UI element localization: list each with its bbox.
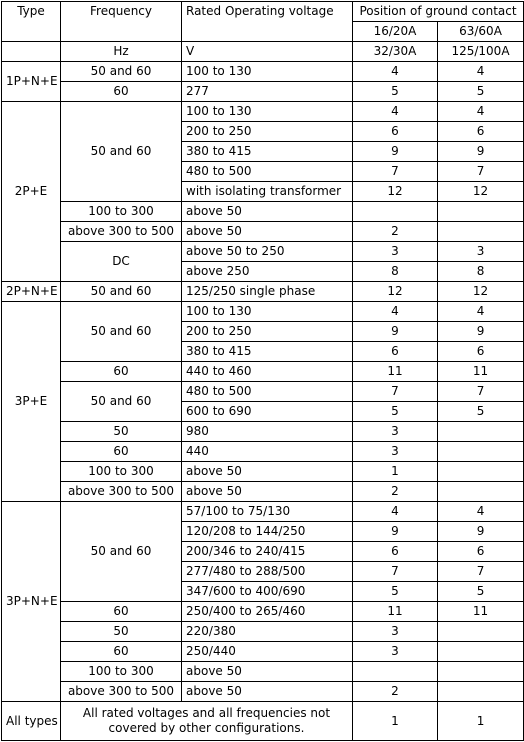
position-col2-cell (438, 482, 524, 502)
voltage-cell: 380 to 415 (182, 142, 353, 162)
header-frequency: Frequency (61, 2, 182, 42)
frequency-cell: 50 and 60 (61, 302, 182, 362)
voltage-cell: 200 to 250 (182, 122, 353, 142)
table-row (2, 422, 524, 442)
frequency-cell: 100 to 300 (61, 462, 182, 482)
frequency-cell: 100 to 300 (61, 662, 182, 682)
position-col2-cell (438, 622, 524, 642)
voltage-cell: 250/440 (182, 642, 353, 662)
position-col1-cell: 12 (353, 282, 438, 302)
frequency-cell: DC (61, 242, 182, 282)
position-col1-cell: 5 (353, 582, 438, 602)
group-type-cell: All types (2, 702, 61, 741)
position-col1-cell: 4 (353, 502, 438, 522)
frequency-cell: 50 and 60 (61, 382, 182, 422)
position-col1-cell: 9 (353, 522, 438, 542)
group-type-cell: 1P+N+E (2, 62, 61, 102)
units-voltage: V (182, 42, 353, 62)
table-row (2, 622, 524, 642)
frequency-cell: 50 and 60 (61, 502, 182, 602)
position-col2-cell: 5 (438, 582, 524, 602)
header-col2-bottom: 125/100A (438, 42, 524, 62)
position-col2-cell (438, 422, 524, 442)
table-row (2, 462, 524, 482)
position-col1-cell: 6 (353, 342, 438, 362)
position-col2-cell (438, 682, 524, 702)
voltage-cell: above 50 to 250 (182, 242, 353, 262)
table-row (2, 482, 524, 502)
position-col1-cell: 9 (353, 142, 438, 162)
voltage-cell: above 50 (182, 482, 353, 502)
position-col1-cell: 7 (353, 162, 438, 182)
position-col1-cell: 3 (353, 642, 438, 662)
position-col2-cell: 4 (438, 502, 524, 522)
voltage-cell: 220/380 (182, 622, 353, 642)
frequency-cell: 50 and 60 (61, 102, 182, 202)
position-col2-cell: 9 (438, 522, 524, 542)
position-col1-cell: 1 (353, 462, 438, 482)
position-col2-cell: 9 (438, 322, 524, 342)
voltage-cell: 480 to 500 (182, 162, 353, 182)
ground-contact-table (1, 1, 524, 741)
table-row (2, 202, 524, 222)
voltage-cell: 440 (182, 442, 353, 462)
table-row-all-types (2, 702, 524, 741)
frequency-cell: 60 (61, 642, 182, 662)
position-col1-cell: 12 (353, 182, 438, 202)
position-col2-cell: 5 (438, 402, 524, 422)
table-row (2, 302, 524, 322)
frequency-cell: 60 (61, 442, 182, 462)
table-row (2, 502, 524, 522)
header-col1-bottom: 32/30A (353, 42, 438, 62)
header-position: Position of ground contact (353, 2, 524, 22)
position-col2-cell: 8 (438, 262, 524, 282)
voltage-cell: 57/100 to 75/130 (182, 502, 353, 522)
header-row (2, 2, 524, 22)
frequency-cell: 60 (61, 82, 182, 102)
position-col1-cell: 3 (353, 622, 438, 642)
frequency-cell: above 300 to 500 (61, 222, 182, 242)
table-row (2, 282, 524, 302)
voltage-cell: above 250 (182, 262, 353, 282)
voltage-cell: 347/600 to 400/690 (182, 582, 353, 602)
position-col1-cell: 5 (353, 82, 438, 102)
position-col1-cell: 9 (353, 322, 438, 342)
voltage-cell: 100 to 130 (182, 302, 353, 322)
table-row (2, 222, 524, 242)
voltage-cell: 600 to 690 (182, 402, 353, 422)
position-col1-cell: 6 (353, 122, 438, 142)
voltage-cell: 250/400 to 265/460 (182, 602, 353, 622)
position-col2-cell (438, 642, 524, 662)
frequency-cell: 100 to 300 (61, 202, 182, 222)
frequency-cell: 50 (61, 622, 182, 642)
position-col2-cell: 4 (438, 302, 524, 322)
header-type: Type (2, 2, 61, 42)
units-frequency: Hz (61, 42, 182, 62)
frequency-cell: above 300 to 500 (61, 482, 182, 502)
group-type-cell: 3P+E (2, 302, 61, 502)
position-col2-cell (438, 202, 524, 222)
voltage-cell: 100 to 130 (182, 62, 353, 82)
voltage-cell: 380 to 415 (182, 342, 353, 362)
position-col1-cell: 2 (353, 222, 438, 242)
units-type-blank (2, 42, 61, 62)
position-col1-cell: 8 (353, 262, 438, 282)
group-type-cell: 2P+E (2, 102, 61, 282)
position-col1-cell: 2 (353, 682, 438, 702)
frequency-cell: 50 and 60 (61, 62, 182, 82)
frequency-cell: above 300 to 500 (61, 682, 182, 702)
voltage-cell: 120/208 to 144/250 (182, 522, 353, 542)
table-row (2, 62, 524, 82)
table-row (2, 602, 524, 622)
position-col2-cell: 4 (438, 102, 524, 122)
position-col2-cell: 4 (438, 62, 524, 82)
units-row (2, 42, 524, 62)
voltage-cell: 100 to 130 (182, 102, 353, 122)
voltage-cell: 277 (182, 82, 353, 102)
position-col1-cell: 6 (353, 542, 438, 562)
frequency-cell: 50 (61, 422, 182, 442)
position-col1-cell: 3 (353, 242, 438, 262)
position-col2-cell: 6 (438, 342, 524, 362)
voltage-cell: 480 to 500 (182, 382, 353, 402)
position-col2-cell: 12 (438, 182, 524, 202)
table-row (2, 642, 524, 662)
position-col1-cell: 4 (353, 302, 438, 322)
position-col1-cell (353, 662, 438, 682)
position-col2-cell: 5 (438, 82, 524, 102)
position-col2-cell: 12 (438, 282, 524, 302)
position-col1-cell: 11 (353, 362, 438, 382)
position-col1-cell: 11 (353, 602, 438, 622)
position-col2-cell (438, 662, 524, 682)
voltage-cell: above 50 (182, 462, 353, 482)
voltage-cell: 440 to 460 (182, 362, 353, 382)
frequency-cell: 60 (61, 602, 182, 622)
position-col1-cell: 4 (353, 102, 438, 122)
voltage-cell: above 50 (182, 682, 353, 702)
position-col2-cell (438, 442, 524, 462)
table-row (2, 382, 524, 402)
position-col2-cell: 7 (438, 562, 524, 582)
all-types-description: All rated voltages and all frequencies not covered by other configurations. (61, 702, 353, 741)
header-voltage: Rated Operating voltage (182, 2, 353, 42)
position-col2-cell: 11 (438, 362, 524, 382)
voltage-cell: above 50 (182, 222, 353, 242)
position-col2-cell: 11 (438, 602, 524, 622)
position-col2-cell: 1 (438, 702, 524, 741)
table-row (2, 242, 524, 262)
position-col2-cell: 6 (438, 122, 524, 142)
voltage-cell: 200 to 250 (182, 322, 353, 342)
table-row (2, 662, 524, 682)
position-col1-cell: 2 (353, 482, 438, 502)
position-col1-cell: 7 (353, 382, 438, 402)
position-col2-cell (438, 222, 524, 242)
position-col1-cell (353, 202, 438, 222)
voltage-cell: 200/346 to 240/415 (182, 542, 353, 562)
position-col1-cell: 5 (353, 402, 438, 422)
position-col2-cell: 6 (438, 542, 524, 562)
position-col1-cell: 3 (353, 442, 438, 462)
voltage-cell: with isolating transformer (182, 182, 353, 202)
table-row (2, 82, 524, 102)
voltage-cell: 980 (182, 422, 353, 442)
table-row (2, 362, 524, 382)
position-col2-cell: 7 (438, 382, 524, 402)
group-type-cell: 3P+N+E (2, 502, 61, 702)
voltage-cell: above 50 (182, 662, 353, 682)
position-col2-cell: 9 (438, 142, 524, 162)
position-col1-cell: 3 (353, 422, 438, 442)
position-col2-cell: 3 (438, 242, 524, 262)
position-col1-cell: 7 (353, 562, 438, 582)
voltage-cell: 277/480 to 288/500 (182, 562, 353, 582)
group-type-cell: 2P+N+E (2, 282, 61, 302)
header-col1-top: 16/20A (353, 22, 438, 42)
frequency-cell: 60 (61, 362, 182, 382)
position-col2-cell (438, 462, 524, 482)
voltage-cell: above 50 (182, 202, 353, 222)
header-col2-top: 63/60A (438, 22, 524, 42)
table-row (2, 442, 524, 462)
frequency-cell: 50 and 60 (61, 282, 182, 302)
position-col1-cell: 4 (353, 62, 438, 82)
position-col2-cell: 7 (438, 162, 524, 182)
position-col1-cell: 1 (353, 702, 438, 741)
table-row (2, 102, 524, 122)
table-row (2, 682, 524, 702)
voltage-cell: 125/250 single phase (182, 282, 353, 302)
